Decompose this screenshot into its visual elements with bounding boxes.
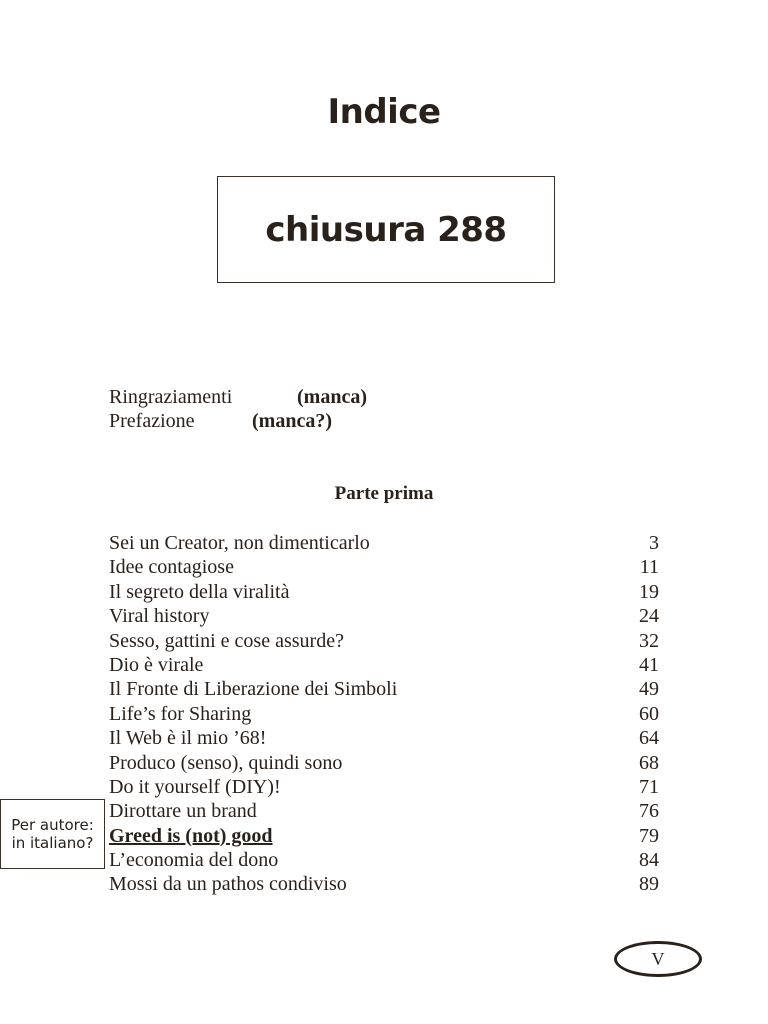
toc-entry-title: Viral history	[109, 605, 210, 628]
toc-row	[109, 677, 659, 701]
margin-comment-line: Per autore:	[11, 816, 94, 834]
toc-entry-page: 19	[639, 580, 659, 603]
toc-entry-title: Il Web è il mio ’68!	[109, 727, 267, 750]
front-matter-label: Ringraziamenti	[109, 386, 233, 408]
toc-entry-title: Il segreto della viralità	[109, 580, 290, 603]
toc-row	[109, 604, 659, 628]
toc-row-highlighted	[109, 824, 659, 848]
page-number-label: V	[651, 948, 665, 969]
toc-entry-title: Mossi da un pathos condiviso	[109, 873, 347, 896]
toc-entry-title: Life’s for Sharing	[109, 702, 252, 725]
toc-entry-title: Sesso, gattini e cose assurde?	[109, 629, 344, 652]
toc-entry-page: 68	[639, 751, 659, 774]
toc-entry-title: Produco (senso), quindi sono	[109, 751, 343, 774]
closure-annotation-text: chiusura 288	[265, 209, 507, 250]
toc-entry-page: 84	[639, 849, 659, 872]
margin-comment-line: in italiano?	[11, 834, 94, 852]
front-matter-item-prefazione	[109, 409, 332, 433]
toc-row	[109, 751, 659, 775]
toc-entry-title: Do it yourself (DIY)!	[109, 775, 281, 798]
front-matter-item-ringraziamenti	[109, 385, 367, 409]
toc-row	[109, 653, 659, 677]
page-number	[614, 941, 702, 977]
toc-entry-page: 71	[639, 775, 659, 798]
toc-row	[109, 531, 659, 555]
toc-row	[109, 629, 659, 653]
toc-entry-page: 60	[639, 702, 659, 725]
toc-row	[109, 799, 659, 823]
toc-entry-page: 76	[639, 800, 659, 823]
toc-row	[109, 580, 659, 604]
toc-entry-title: Idee contagiose	[109, 556, 234, 579]
toc-row	[109, 872, 659, 896]
toc-row	[109, 702, 659, 726]
toc-entry-page: 89	[639, 873, 659, 896]
front-matter-note: (manca?)	[252, 410, 332, 432]
closure-annotation-box	[217, 176, 555, 283]
front-matter-label: Prefazione	[109, 410, 195, 432]
toc-row	[109, 848, 659, 872]
toc-entry-title: Dirottare un brand	[109, 800, 257, 823]
toc-entry-page: 49	[639, 678, 659, 701]
toc-row	[109, 775, 659, 799]
page-title: Indice	[327, 92, 441, 132]
toc-row	[109, 726, 659, 750]
toc-entry-title: L’economia del dono	[109, 849, 279, 872]
toc-entry-page: 24	[639, 605, 659, 628]
toc-entry-title: Il Fronte di Liberazione dei Simboli	[109, 678, 398, 701]
toc-entry-title: Greed is (not) good	[109, 824, 273, 847]
toc-entry-page: 11	[639, 556, 659, 579]
margin-comment-box	[0, 799, 105, 869]
front-matter-note: (manca)	[297, 386, 367, 408]
toc-entry-title: Sei un Creator, non dimenticarlo	[109, 532, 370, 554]
toc-entry-title: Dio è virale	[109, 653, 204, 676]
toc-entry-page: 64	[639, 727, 659, 750]
toc-row	[109, 555, 659, 579]
part-title: Parte prima	[334, 483, 434, 504]
toc-entry-page: 79	[639, 824, 659, 847]
table-of-contents	[109, 531, 659, 897]
toc-entry-page: 32	[639, 629, 659, 652]
toc-entry-page: 41	[639, 653, 659, 676]
toc-entry-page: 3	[649, 532, 659, 554]
